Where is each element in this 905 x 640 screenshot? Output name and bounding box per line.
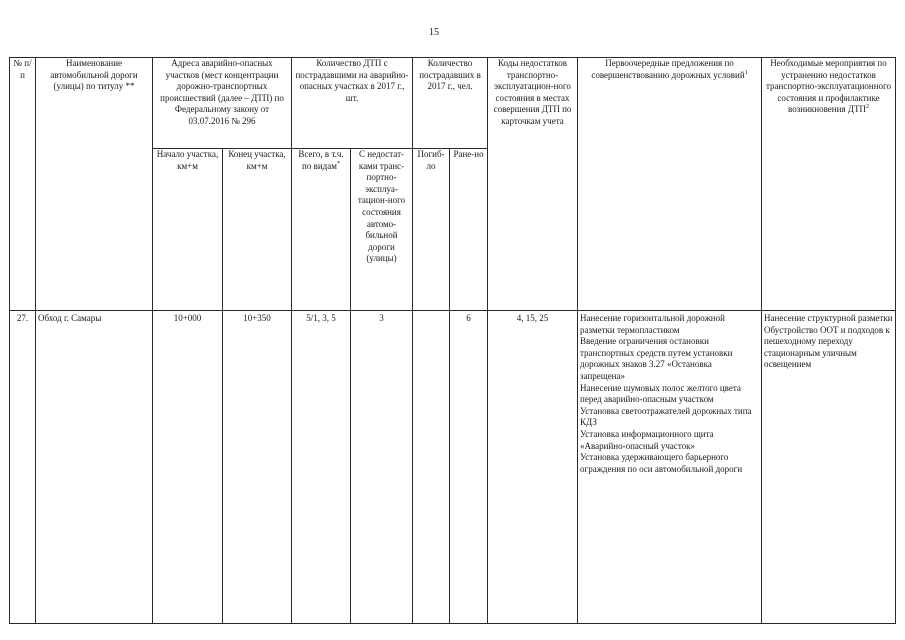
header-injured: Ране-но bbox=[450, 149, 488, 311]
page-number: 15 bbox=[429, 27, 439, 38]
header-end: Конец участка, км+м bbox=[223, 149, 292, 311]
proposal-item: Введение ограничения остановки транспортных средств путем установки дорожных знаков 3.27 «Остановка запрещена» bbox=[580, 336, 733, 381]
table-row bbox=[10, 311, 896, 624]
cell-end: 10+350 bbox=[223, 311, 292, 624]
header-killed: Погиб-ло bbox=[413, 149, 450, 311]
header-road-name: Наименование автомобильной дороги (улицы) по титулу ** bbox=[36, 58, 153, 311]
measure-item: Нанесение структурной разметки bbox=[764, 313, 893, 323]
cell-dtp-defects: 3 bbox=[351, 311, 413, 624]
header-num: № п/п bbox=[10, 58, 36, 311]
measure-item: Обустройство ООТ и подходов к пешеходному переходу стационарным уличным освещением bbox=[764, 324, 890, 370]
cell-measures bbox=[762, 311, 896, 624]
header-victims: Количество пострадавших в 2017 г., чел. bbox=[413, 58, 488, 149]
cell-injured: 6 bbox=[450, 311, 488, 624]
proposal-item: Установка информационного щита «Аварийно-опасный участок» bbox=[580, 428, 714, 451]
header-dtp-count: Количество ДТП с пострадавшими на аварийно-опасных участках в 2017 г., шт. bbox=[292, 58, 413, 149]
proposal-item: Установка светоотражателей дорожных типа КДЗ bbox=[580, 405, 752, 428]
cell-num: 27. bbox=[10, 311, 36, 624]
cell-proposals bbox=[578, 311, 762, 624]
header-measures: Необходимые мероприятия по устранению недостатков транспортно-эксплуатационного состояния и профилактике возникновения ДТП$^2$ bbox=[762, 58, 896, 311]
header-row-1 bbox=[10, 58, 896, 149]
proposal-item: Нанесение шумовых полос желтого цвета перед аварийно-опасным участком bbox=[580, 382, 741, 405]
header-dtp-defects: С недостат-ками транс-портно-эксплуа-тацион-ного состояния автомо-бильной дороги (улицы) bbox=[351, 149, 413, 311]
header-start: Начало участка, км+м bbox=[153, 149, 223, 311]
header-addresses: Адреса аварийно-опасных участков (мест концентрации дорожно-транспортных происшествий (далее – ДТП) по Федеральному закону от 03.07.2016 № 296 bbox=[153, 58, 292, 149]
header-proposals: Первоочередные предложения по совершенствованию дорожных условий$^1$ bbox=[578, 58, 762, 311]
cell-dtp-total: 5/1, 3, 5 bbox=[292, 311, 351, 624]
cell-killed bbox=[413, 311, 450, 624]
cell-start: 10+000 bbox=[153, 311, 223, 624]
cell-codes: 4, 15, 25 bbox=[488, 311, 578, 624]
header-codes: Коды недостатков транспортно-эксплуатацион-ного состояния в местах совершения ДТП по карточкам учета bbox=[488, 58, 578, 311]
header-dtp-total: Всего, в т.ч. по видам* bbox=[292, 149, 351, 311]
cell-road: Обход г. Самары bbox=[36, 311, 153, 624]
proposal-item: Нанесение горизонтальной дорожной разметки термопластиком bbox=[580, 313, 725, 335]
proposal-item: Установка удерживающего барьерного ограждения по оси автомобильной дороги bbox=[580, 452, 743, 474]
accident-sites-table bbox=[9, 57, 896, 624]
